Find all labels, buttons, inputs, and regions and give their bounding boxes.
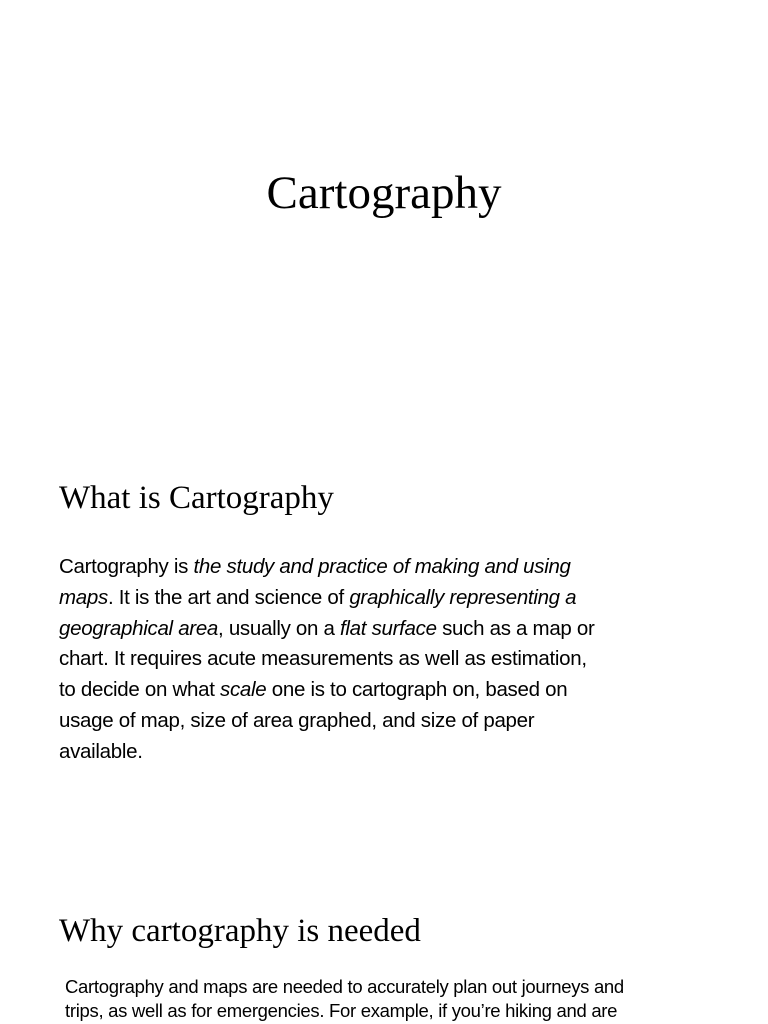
- paragraph-line: geographical area, usually on a flat surface such as a map or: [59, 616, 595, 640]
- paragraph-line: usage of map, size of area graphed, and size of paper: [59, 708, 535, 732]
- paragraph-line: maps. It is the art and science of graphically representing a: [59, 585, 577, 609]
- section-heading-why-needed: Why cartography is needed: [59, 913, 421, 949]
- paragraph-line: chart. It requires acute measurements as well as estimation,: [59, 647, 587, 671]
- paragraph-line: to decide on what scale one is to cartograph on, based on: [59, 678, 568, 702]
- paragraph-line: Cartography and maps are needed to accurately plan out journeys and: [65, 976, 624, 997]
- paragraph-line: available.: [59, 739, 143, 763]
- paragraph-line: Cartography is the study and practice of making and using: [59, 555, 571, 578]
- paragraph-line: trips, as well as for emergencies. For example, if you’re hiking and are: [65, 1000, 618, 1021]
- document-title: Cartography: [266, 167, 502, 219]
- paragraph-what-is: [59, 552, 595, 768]
- section-heading-what-is: What is Cartography: [59, 480, 334, 516]
- paragraph-why-needed: [65, 975, 624, 1023]
